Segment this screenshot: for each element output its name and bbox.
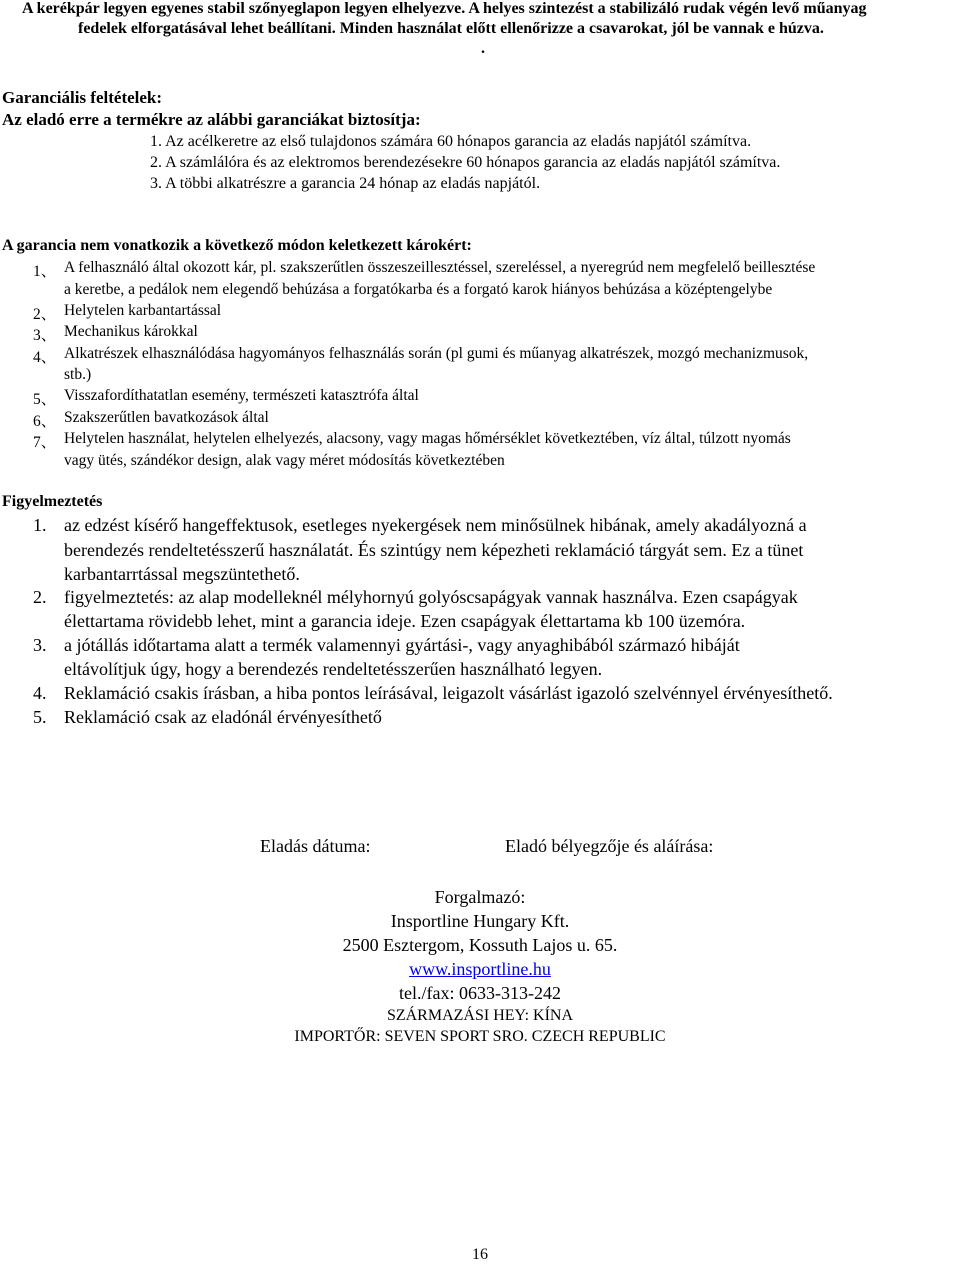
warning-text: az edzést kísérő hangeffektusok, esetleges nyekergések nem minősülnek hibának, amely akadályozná a: [64, 515, 807, 535]
intro-line-1: A kerékpár legyen egyenes stabil szőnyeglapon legyen elhelyezve. A helyes szintezést a stabilizáló rudak végén levő műanyag: [22, 0, 867, 17]
warning-number: 3.: [33, 635, 47, 655]
distributor-block: [280, 885, 680, 1047]
warning-text: a jótállás időtartama alatt a termék valamennyi gyártási-, vagy anyaghibából származó hibáját: [64, 635, 740, 655]
warranty-item: 3. A többi alkatrészre a garancia 24 hónap az eladás napjától.: [150, 175, 541, 192]
warning-number: 2.: [33, 587, 47, 607]
exclusion-number: 4、: [33, 349, 57, 366]
distributor-address: 2500 Esztergom, Kossuth Lajos u. 65.: [342, 935, 618, 955]
exclusion-number: 6、: [33, 413, 57, 430]
exclusion-text: Helytelen karbantartással: [64, 302, 222, 319]
exclusion-text: stb.): [64, 366, 92, 383]
origin-text: SZÁRMAZÁSI HEY: KÍNA: [386, 1007, 574, 1024]
intro-line-2: fedelek elforgatásával lehet beállítani. Minden használat előtt ellenőrizze a csavarokat, jól be vannak e húzva.: [78, 20, 824, 37]
warning-text: karbantarrtással megszüntethető.: [64, 564, 300, 584]
importer-text: IMPORTŐR: SEVEN SPORT SRO. CZECH REPUBLIC: [294, 1028, 666, 1045]
exclusion-text: A felhasználó által okozott kár, pl. szakszerűtlen összeszeillesztéssel, szereléssel, a nyeregrúd nem megfelelő beillesztése: [64, 259, 816, 276]
exclusion-number: 5、: [33, 391, 57, 408]
distributor-company: Insportline Hungary Kft.: [390, 911, 570, 931]
exclusion-text: Visszafordíthatatlan esemény, természeti katasztrófa által: [64, 387, 419, 404]
warning-text: eltávolítjuk úgy, hogy a berendezés rendeltetésszerűen használható legyen.: [64, 659, 603, 679]
exclusion-text: Szakszerűtlen bavatkozások által: [64, 409, 269, 426]
warning-text: figyelmeztetés: az alap modelleknél mélyhornyú golyóscsapágyak vannak használva. Ezen csapágyak: [64, 587, 798, 607]
exclusion-text: a keretbe, a pedálok nem elegendő behúzása a forgatókarba és a forgató karok hiányos behúzása a középtengelybe: [64, 281, 773, 298]
warnings-heading: Figyelmeztetés: [2, 493, 103, 510]
exclusion-text: vagy ütés, szándékor design, alak vagy méret módosítás következtében: [64, 452, 505, 469]
distributor-phone: tel./fax: 0633-313-242: [399, 983, 561, 1003]
warning-text: berendezés rendeltetésszerű használatát. És szintúgy nem képezheti reklamáció tárgyát sem. Ez a tünet: [64, 540, 804, 560]
exclusions-heading: A garancia nem vonatkozik a következő módon keletkezett károkért:: [2, 237, 472, 254]
warning-text: élettartama rövidebb lehet, mint a garancia ideje. Ezen csapágyak élettartama kb 100 üzemóra.: [64, 611, 746, 631]
intro-dot: .: [481, 40, 485, 57]
warranty-item: 2. A számlálóra és az elektromos berendezésekre 60 hónapos garancia az eladás napjától számítva.: [150, 154, 781, 171]
warning-number: 5.: [33, 707, 47, 727]
warranty-heading: Garanciális feltételek:: [2, 88, 163, 107]
exclusion-text: Mechanikus károkkal: [64, 323, 198, 340]
exclusion-number: 1、: [33, 263, 57, 280]
exclusion-text: Alkatrészek elhasználódása hagyományos felhasználás során (pl gumi és műanyag alkatrészek, mozgó mechanizmusok,: [64, 345, 809, 362]
warning-number: 1.: [33, 515, 47, 535]
warning-text: Reklamáció csak az eladónál érvényesíthető: [64, 707, 382, 727]
distributor-website-link[interactable]: www.insportline.hu: [409, 959, 551, 979]
sale-date-label: Eladás dátuma:: [260, 836, 371, 856]
exclusion-number: 7、: [33, 434, 57, 451]
distributor-label: Forgalmazó:: [434, 887, 526, 907]
exclusion-number: 3、: [33, 327, 57, 344]
exclusion-text: Helytelen használat, helytelen elhelyezés, alacsony, vagy magas hőmérséklet következtében, víz által, túlzott nyomás: [64, 430, 791, 447]
warning-number: 4.: [33, 683, 47, 703]
page-number: 16: [472, 1246, 488, 1263]
warning-text: Reklamáció csakis írásban, a hiba pontos leírásával, leigazolt vásárlást igazoló szelvénnyel érvényesíthető.: [64, 683, 833, 703]
seller-stamp-label: Eladó bélyegzője és aláírása:: [505, 836, 714, 856]
warranty-item: 1. Az acélkeretre az első tulajdonos számára 60 hónapos garancia az eladás napjától számítva.: [150, 133, 752, 150]
exclusion-number: 2、: [33, 306, 57, 323]
warranty-subheading: Az eladó erre a termékre az alábbi garanciákat biztosítja:: [2, 110, 421, 129]
